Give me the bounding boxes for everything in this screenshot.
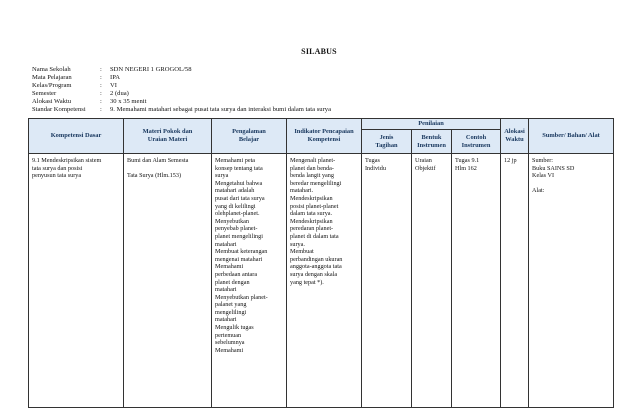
cell-kompetensi-dasar <box>29 154 124 408</box>
cell-line: Mengetahui bahwa <box>215 179 263 187</box>
header-materi <box>124 119 212 154</box>
meta-row <box>32 74 331 82</box>
cell-line: 12 jp <box>504 157 517 164</box>
cell-line <box>127 165 208 173</box>
cell-line: Memahami peta <box>215 157 256 164</box>
meta-row <box>32 82 331 90</box>
cell-line: tata surya dan posisi <box>32 164 83 172</box>
cell-line: Kelas VI <box>532 172 555 180</box>
cell-line: Hlm 162 <box>455 164 477 172</box>
cell-line: matahari <box>215 240 237 248</box>
cell-line: peredaran planet- <box>290 225 334 233</box>
cell-line: matahari adalah <box>215 187 255 195</box>
cell-line: posisi planet-planet <box>290 202 339 210</box>
cell-line: perbedaan antara <box>215 270 258 278</box>
cell-line: Membuat <box>290 248 314 256</box>
meta-value: IPA <box>110 74 121 82</box>
cell-line: matahari. <box>290 187 314 195</box>
cell-line: penyusun tata surya <box>32 172 82 180</box>
meta-label: Semester <box>32 90 57 98</box>
cell-line: surya <box>215 172 229 180</box>
header-contoh-line1: Contoh <box>465 133 487 141</box>
cell-line: pertemuan <box>215 331 242 339</box>
meta-value: 2 (dua) <box>110 90 129 98</box>
meta-label: Standar Kompetensi <box>32 106 86 114</box>
meta-colon: : <box>100 90 102 98</box>
cell-line: dalam tata surya. <box>290 210 333 218</box>
cell-line: surya. <box>290 240 305 248</box>
meta-row <box>32 106 331 114</box>
meta-colon: : <box>100 82 102 90</box>
cell-line: planet mengelilingi <box>215 232 263 240</box>
cell-line: Tata Surya (Hlm.153) <box>127 172 182 180</box>
header-sumber: Sumber/ Bahan/ Alat <box>529 119 614 154</box>
table-row <box>29 154 614 408</box>
cell-contoh <box>452 154 501 408</box>
cell-line: konsep tentang tata <box>215 164 263 172</box>
header-penilaian: Penilaian <box>362 119 501 130</box>
header-alokasi <box>501 119 529 154</box>
header-jenis-line2: Tagihan <box>375 141 398 149</box>
cell-line: Tugas 9.1 <box>455 157 480 164</box>
cell-line: penyebab planet- <box>215 225 258 233</box>
cell-line: Buku SAINS SD <box>532 164 575 172</box>
meta-label: Kelas/Program <box>32 82 72 90</box>
cell-pengalaman <box>212 154 287 408</box>
cell-sumber <box>529 154 614 408</box>
syllabus-table <box>28 118 614 408</box>
cell-line: mengenai matahari <box>215 255 263 263</box>
document-title: SILABUS <box>301 47 337 56</box>
cell-line: beredar mengelilingi <box>290 179 342 187</box>
cell-line: planet dan benda- <box>290 164 334 172</box>
cell-line: Uraian <box>415 157 432 164</box>
meta-colon: : <box>100 74 102 82</box>
cell-line: 9.1 Mendeskripsikan sistem <box>32 157 102 164</box>
header-bentuk-line2: Instrumen <box>417 141 446 149</box>
header-indikator-line1: Indikator Pencapaian <box>294 128 354 135</box>
cell-line: Memahami <box>215 346 244 354</box>
cell-line: Mengenali planet- <box>290 157 336 164</box>
cell-line: perbandingan ukuran <box>290 255 343 263</box>
meta-value: 30 x 35 menit <box>110 98 147 106</box>
cell-line: Tugas <box>365 157 380 164</box>
meta-row <box>32 90 331 98</box>
cell-line: Alat: <box>532 187 545 195</box>
meta-label: Alokasi Waktu <box>32 98 72 106</box>
header-bentuk <box>412 130 452 154</box>
cell-line: mengelilingi <box>215 308 247 316</box>
header-materi-line1: Materi Pokok dan <box>142 128 193 135</box>
meta-value: VI <box>110 82 117 90</box>
header-pengalaman-line2: Belajar <box>238 136 260 143</box>
cell-line: Membuat keterangan <box>215 248 268 256</box>
cell-line: planet di dalam tata <box>290 232 339 240</box>
meta-colon: : <box>100 66 102 73</box>
cell-line: Menyebutkan <box>215 217 250 225</box>
header-indikator <box>287 119 362 154</box>
cell-line <box>532 180 610 188</box>
header-indikator-line2: Kompetensi <box>307 136 341 143</box>
cell-line: matahari <box>215 286 237 294</box>
meta-value: SDN NEGERI 1 GROGOL/58 <box>110 66 192 73</box>
cell-line: Menyebutkan planet- <box>215 293 268 301</box>
meta-value: 9. Memahami matahari sebagai pusat tata surya dan interaksi bumi dalam tata surya <box>110 106 332 114</box>
cell-line: pusat dari tata surya <box>215 194 265 202</box>
cell-line: Bumi dan Alam Semesta <box>127 157 189 164</box>
cell-indikator <box>287 154 362 408</box>
cell-line: Mengulik tugas <box>215 324 254 332</box>
header-alokasi-line2: Waktu <box>505 136 524 143</box>
header-materi-line2: Uraian Materi <box>147 136 188 143</box>
header-contoh-line2: Instrumen <box>461 141 491 149</box>
cell-bentuk <box>412 154 452 408</box>
cell-line: sebelumnya <box>215 339 245 347</box>
header-kompetensi-dasar: Kompetensi Dasar <box>29 119 124 154</box>
cell-line: Individu <box>365 164 386 172</box>
cell-line: palanet yang <box>215 301 247 309</box>
header-jenis-line1: Jenis <box>379 133 394 141</box>
cell-line: Mendeskripsikan <box>290 194 333 202</box>
cell-line: Objektif <box>415 164 436 172</box>
cell-materi <box>124 154 212 408</box>
cell-line: surya dengan skala <box>290 270 338 278</box>
meta-colon: : <box>100 98 102 106</box>
header-jenis <box>362 130 412 154</box>
cell-line: yang tepat *). <box>290 278 324 286</box>
meta-label: Mata Pelajaran <box>32 74 72 82</box>
document-meta <box>32 66 331 115</box>
cell-line: Memahami <box>215 263 244 271</box>
cell-line: matahari <box>215 316 237 324</box>
meta-colon: : <box>100 106 102 114</box>
cell-jenis <box>362 154 412 408</box>
cell-line: yang di kelilingi <box>215 202 256 210</box>
header-pengalaman-line1: Pengalaman <box>232 128 266 135</box>
meta-row <box>32 66 331 74</box>
cell-line: Mendeskripsikan <box>290 217 333 225</box>
cell-alokasi <box>501 154 529 408</box>
header-bentuk-line1: Bentuk <box>421 133 442 141</box>
header-alokasi-line1: Alokasi <box>504 128 525 135</box>
meta-label: Nama Sekolah <box>32 66 71 73</box>
cell-line: olehplanet-planet. <box>215 210 260 218</box>
cell-line: benda langit yang <box>290 172 334 180</box>
cell-line: Sumber: <box>532 157 553 164</box>
cell-line: planet dengan <box>215 278 250 286</box>
cell-line: anggota-anggota tata <box>290 263 342 271</box>
header-contoh <box>452 130 501 154</box>
header-pengalaman <box>212 119 287 154</box>
meta-row <box>32 98 331 106</box>
